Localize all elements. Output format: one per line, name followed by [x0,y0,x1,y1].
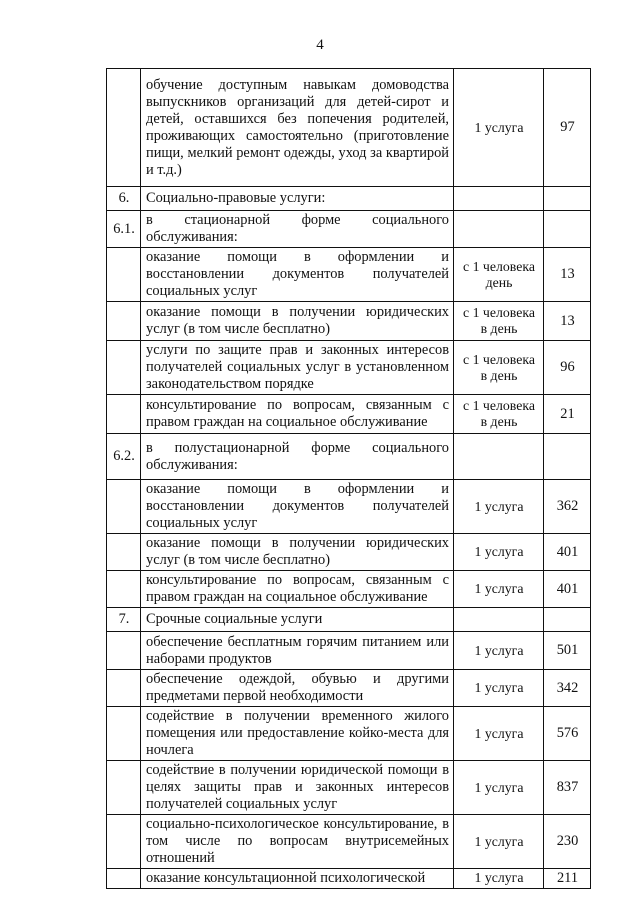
service-unit [454,608,544,632]
services-table [106,68,591,889]
service-value: 501 [544,632,591,670]
service-value: 230 [544,815,591,869]
service-name: содействие в получении юридической помощи в целях защиты прав и законных интересов получателей социальных услуг [141,761,454,815]
table-row [107,534,591,571]
row-number: 6. [107,187,141,211]
service-unit: 1 услуга [454,761,544,815]
service-name: консультирование по вопросам, связанным с правом граждан на социальное обслуживание [141,571,454,608]
service-unit: 1 услуга [454,632,544,670]
service-value: 401 [544,534,591,571]
row-number [107,395,141,434]
row-number [107,69,141,187]
table-row [107,69,591,187]
service-name: обеспечение одеждой, обувью и другими предметами первой необходимости [141,670,454,707]
service-value: 211 [544,869,591,889]
row-number: 7. [107,608,141,632]
service-name: Срочные социальные услуги [141,608,454,632]
service-value: 342 [544,670,591,707]
table-row [107,302,591,341]
service-value: 837 [544,761,591,815]
service-unit: 1 услуга [454,869,544,889]
service-unit: с 1 человека в день [454,395,544,434]
service-unit: 1 услуга [454,670,544,707]
row-number [107,302,141,341]
service-unit: с 1 человека в день [454,302,544,341]
service-unit: с 1 человека день [454,248,544,302]
table-row [107,632,591,670]
service-unit: 1 услуга [454,571,544,608]
row-number [107,707,141,761]
row-number: 6.1. [107,211,141,248]
service-value: 97 [544,69,591,187]
table-row [107,395,591,434]
service-name: социально-психологическое консультирование, в том числе по вопросам внутрисемейных отношений [141,815,454,869]
page-number: 4 [316,37,324,53]
service-name: Социально-правовые услуги: [141,187,454,211]
service-value [544,434,591,480]
service-value: 21 [544,395,591,434]
service-value: 13 [544,248,591,302]
row-number [107,534,141,571]
service-unit: 1 услуга [454,707,544,761]
row-number [107,571,141,608]
row-number [107,869,141,889]
service-value: 576 [544,707,591,761]
service-name: оказание помощи в получении юридических услуг (в том числе бесплатно) [141,534,454,571]
services-table-body [107,69,591,889]
row-number [107,815,141,869]
table-row [107,761,591,815]
row-number: 6.2. [107,434,141,480]
service-unit: 1 услуга [454,69,544,187]
table-row [107,608,591,632]
row-number [107,670,141,707]
service-name: в полустационарной форме социального обслуживания: [141,434,454,480]
row-number [107,341,141,395]
service-value: 401 [544,571,591,608]
service-unit [454,211,544,248]
table-row [107,480,591,534]
service-value [544,608,591,632]
table-row [107,869,591,889]
service-name: содействие в получении временного жилого помещения или предоставление койко-места для ночлега [141,707,454,761]
service-unit: 1 услуга [454,534,544,571]
table-row [107,434,591,480]
service-unit [454,434,544,480]
table-row [107,211,591,248]
table-row [107,670,591,707]
row-number [107,480,141,534]
service-unit: с 1 человека в день [454,341,544,395]
service-name: услуги по защите прав и законных интересов получателей социальных услуг в установленном законодательством порядке [141,341,454,395]
table-row [107,248,591,302]
service-value: 362 [544,480,591,534]
service-unit: 1 услуга [454,480,544,534]
service-value [544,211,591,248]
table-row [107,707,591,761]
service-value: 96 [544,341,591,395]
table-row [107,187,591,211]
row-number [107,632,141,670]
service-name: оказание помощи в оформлении и восстановлении документов получателей социальных услуг [141,248,454,302]
service-name: консультирование по вопросам, связанным с правом граждан на социальное обслуживание [141,395,454,434]
service-value: 13 [544,302,591,341]
row-number [107,761,141,815]
service-unit [454,187,544,211]
table-row [107,815,591,869]
service-name: в стационарной форме социального обслуживания: [141,211,454,248]
service-name: оказание консультационной психологической [141,869,454,889]
service-name: оказание помощи в оформлении и восстановлении документов получателей социальных услуг [141,480,454,534]
service-value [544,187,591,211]
service-name: обеспечение бесплатным горячим питанием или наборами продуктов [141,632,454,670]
row-number [107,248,141,302]
service-unit: 1 услуга [454,815,544,869]
service-name: оказание помощи в получении юридических услуг (в том числе бесплатно) [141,302,454,341]
table-row [107,571,591,608]
service-name: обучение доступным навыкам домоводства выпускников организаций для детей-сирот и детей, оставшихся без попечения родителей, проживающих самостоятельно (приготовление пищи, мелкий ремонт одежды, уход за квартирой и т.д.) [141,69,454,187]
table-row [107,341,591,395]
